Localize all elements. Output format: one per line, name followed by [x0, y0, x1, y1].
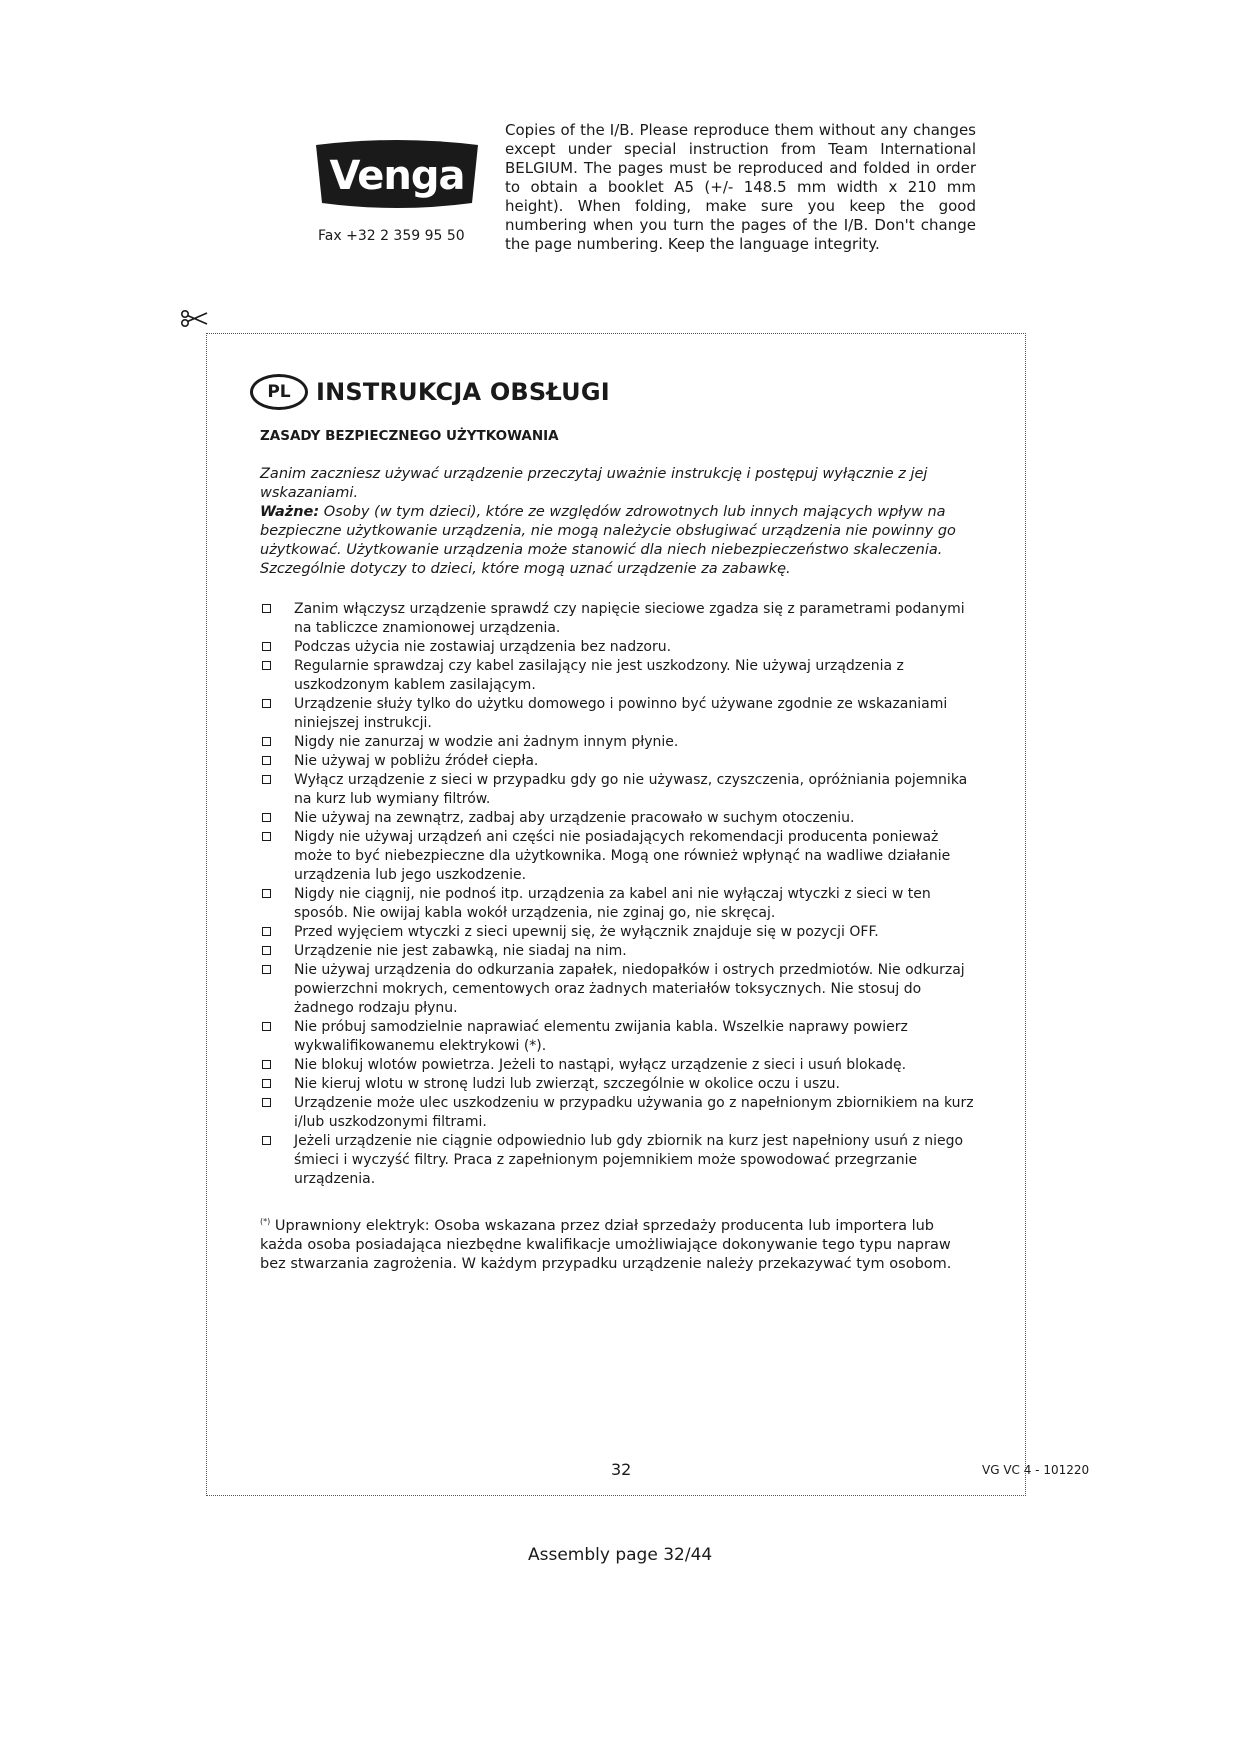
checkbox-bullet-icon	[262, 775, 271, 784]
checkbox-bullet-icon	[262, 604, 271, 613]
list-item: Wyłącz urządzenie z sieci w przypadku gdy go nie używasz, czyszczenia, opróżniania pojemnika na kurz lub wymiany filtrów.	[260, 771, 980, 809]
list-item: Nie używaj w pobliżu źródeł ciepła.	[260, 752, 980, 771]
list-item: Jeżeli urządzenie nie ciągnie odpowiednio lub gdy zbiornik na kurz jest napełniony usuń z niego śmieci i wyczyść filtry. Praca z zapełnionym pojemnikiem może spowodować przegrzanie urządzenia.	[260, 1132, 980, 1189]
list-item: Urządzenie nie jest zabawką, nie siadaj na nim.	[260, 942, 980, 961]
list-item: Nie używaj urządzenia do odkurzania zapałek, niedopałków i ostrych przedmiotów. Nie odkurzaj powierzchni mokrych, cementowych oraz żadnych materiałów toksycznych. Nie stosuj do żadnego rodzaju płynu.	[260, 961, 980, 1018]
intro-paragraph: Zanim zaczniesz używać urządzenie przeczytaj uważnie instrukcję i postępuj wyłącznie z jej wskazaniami.	[260, 466, 928, 501]
list-item: Nigdy nie używaj urządzeń ani części nie posiadających rekomendacji producenta ponieważ może to być niebezpieczne dla użytkownika. Mogą one również wpłynąć na wadliwe działanie urządzenia lub jego uszkodzenie.	[260, 828, 980, 885]
fax-number: Fax +32 2 359 95 50	[318, 228, 465, 244]
checkbox-bullet-icon	[262, 832, 271, 841]
checkbox-bullet-icon	[262, 756, 271, 765]
checkbox-bullet-icon	[262, 699, 271, 708]
model-code: VG VC 4 - 101220	[982, 1463, 1090, 1477]
language-badge: PL	[250, 374, 308, 410]
language-heading	[250, 372, 610, 412]
checkbox-bullet-icon	[262, 965, 271, 974]
checkbox-bullet-icon	[262, 1060, 271, 1069]
list-item: Regularnie sprawdzaj czy kabel zasilający nie jest uszkodzony. Nie używaj urządzenia z uszkodzonym kablem zasilającym.	[260, 657, 980, 695]
copies-instruction: Copies of the I/B. Please reproduce them without any changes except under special instruction from Team International BELGIUM. The pages must be reproduced and folded in order to obtain a booklet A5 (+/- 148.5 mm width x 210 mm height). When folding, make sure you keep the good numbering when you turn the pages of the I/B. Don't change the page numbering. Keep the language integrity.	[505, 121, 976, 253]
safety-rules-list	[260, 600, 980, 1189]
important-text: Osoby (w tym dzieci), które ze względów zdrowotnych lub innych mających wpływ na bezpieczne użytkowanie urządzenia, nie mogą należycie obsługiwać urządzenia nie powinny go użytkować. Użytkowanie urządzenia może stanowić dla niech niebezpieczeństwo skaleczenia. Szczególnie dotyczy to dzieci, które mogą uznać urządzenie za zabawkę.	[260, 504, 956, 577]
list-item: Nie używaj na zewnątrz, zadbaj aby urządzenie pracowało w suchym otoczeniu.	[260, 809, 980, 828]
checkbox-bullet-icon	[262, 946, 271, 955]
checkbox-bullet-icon	[262, 1079, 271, 1088]
footnote-mark: (*)	[260, 1217, 271, 1226]
checkbox-bullet-icon	[262, 1136, 271, 1145]
important-paragraph	[260, 503, 980, 579]
list-item: Przed wyjęciem wtyczki z sieci upewnij się, że wyłącznik znajduje się w pozycji OFF.	[260, 923, 980, 942]
checkbox-bullet-icon	[262, 661, 271, 670]
checkbox-bullet-icon	[262, 927, 271, 936]
list-item: Nie blokuj wlotów powietrza. Jeżeli to nastąpi, wyłącz urządzenie z sieci i usuń blokadę.	[260, 1056, 980, 1075]
page-number: 32	[611, 1460, 632, 1479]
intro-text	[260, 465, 980, 579]
list-item: Nigdy nie zanurzaj w wodzie ani żadnym innym płynie.	[260, 733, 980, 752]
checkbox-bullet-icon	[262, 889, 271, 898]
assembly-page: Assembly page 32/44	[528, 1545, 713, 1565]
list-item: Nie próbuj samodzielnie naprawiać elementu zwijania kabla. Wszelkie naprawy powierz wykwalifikowanemu elektrykowi (*).	[260, 1018, 980, 1056]
section-title: ZASADY BEZPIECZNEGO UŻYTKOWANIA	[260, 428, 559, 444]
svg-text:Venga: Venga	[329, 153, 465, 199]
manual-title: INSTRUKCJA OBSŁUGI	[316, 378, 610, 406]
list-item: Podczas użycia nie zostawiaj urządzenia bez nadzoru.	[260, 638, 980, 657]
scissors-icon	[180, 307, 208, 329]
footnote	[260, 1212, 980, 1274]
footnote-text: Uprawniony elektryk: Osoba wskazana przez dział sprzedaży producenta lub importera lub każda osoba posiadająca niezbędne kwalifikacje umożliwiające dokonywanie tego typu napraw bez stwarzania zagrożenia. W każdym przypadku urządzenie należy przekazywać tym osobom.	[260, 1217, 952, 1272]
checkbox-bullet-icon	[262, 813, 271, 822]
list-item: Zanim włączysz urządzenie sprawdź czy napięcie sieciowe zgadza się z parametrami podanymi na tabliczce znamionowej urządzenia.	[260, 600, 980, 638]
list-item: Urządzenie służy tylko do użytku domowego i powinno być używane zgodnie ze wskazaniami niniejszej instrukcji.	[260, 695, 980, 733]
checkbox-bullet-icon	[262, 642, 271, 651]
checkbox-bullet-icon	[262, 1022, 271, 1031]
checkbox-bullet-icon	[262, 737, 271, 746]
list-item: Nigdy nie ciągnij, nie podnoś itp. urządzenia za kabel ani nie wyłączaj wtyczki z sieci w ten sposób. Nie owijaj kabla wokół urządzenia, nie zginaj go, nie skręcaj.	[260, 885, 980, 923]
venga-logo	[312, 137, 482, 211]
important-label: Ważne:	[260, 504, 320, 520]
list-item: Nie kieruj wlotu w stronę ludzi lub zwierząt, szczególnie w okolice oczu i uszu.	[260, 1075, 980, 1094]
checkbox-bullet-icon	[262, 1098, 271, 1107]
list-item: Urządzenie może ulec uszkodzeniu w przypadku używania go z napełnionym zbiornikiem na kurz i/lub uszkodzonymi filtrami.	[260, 1094, 980, 1132]
